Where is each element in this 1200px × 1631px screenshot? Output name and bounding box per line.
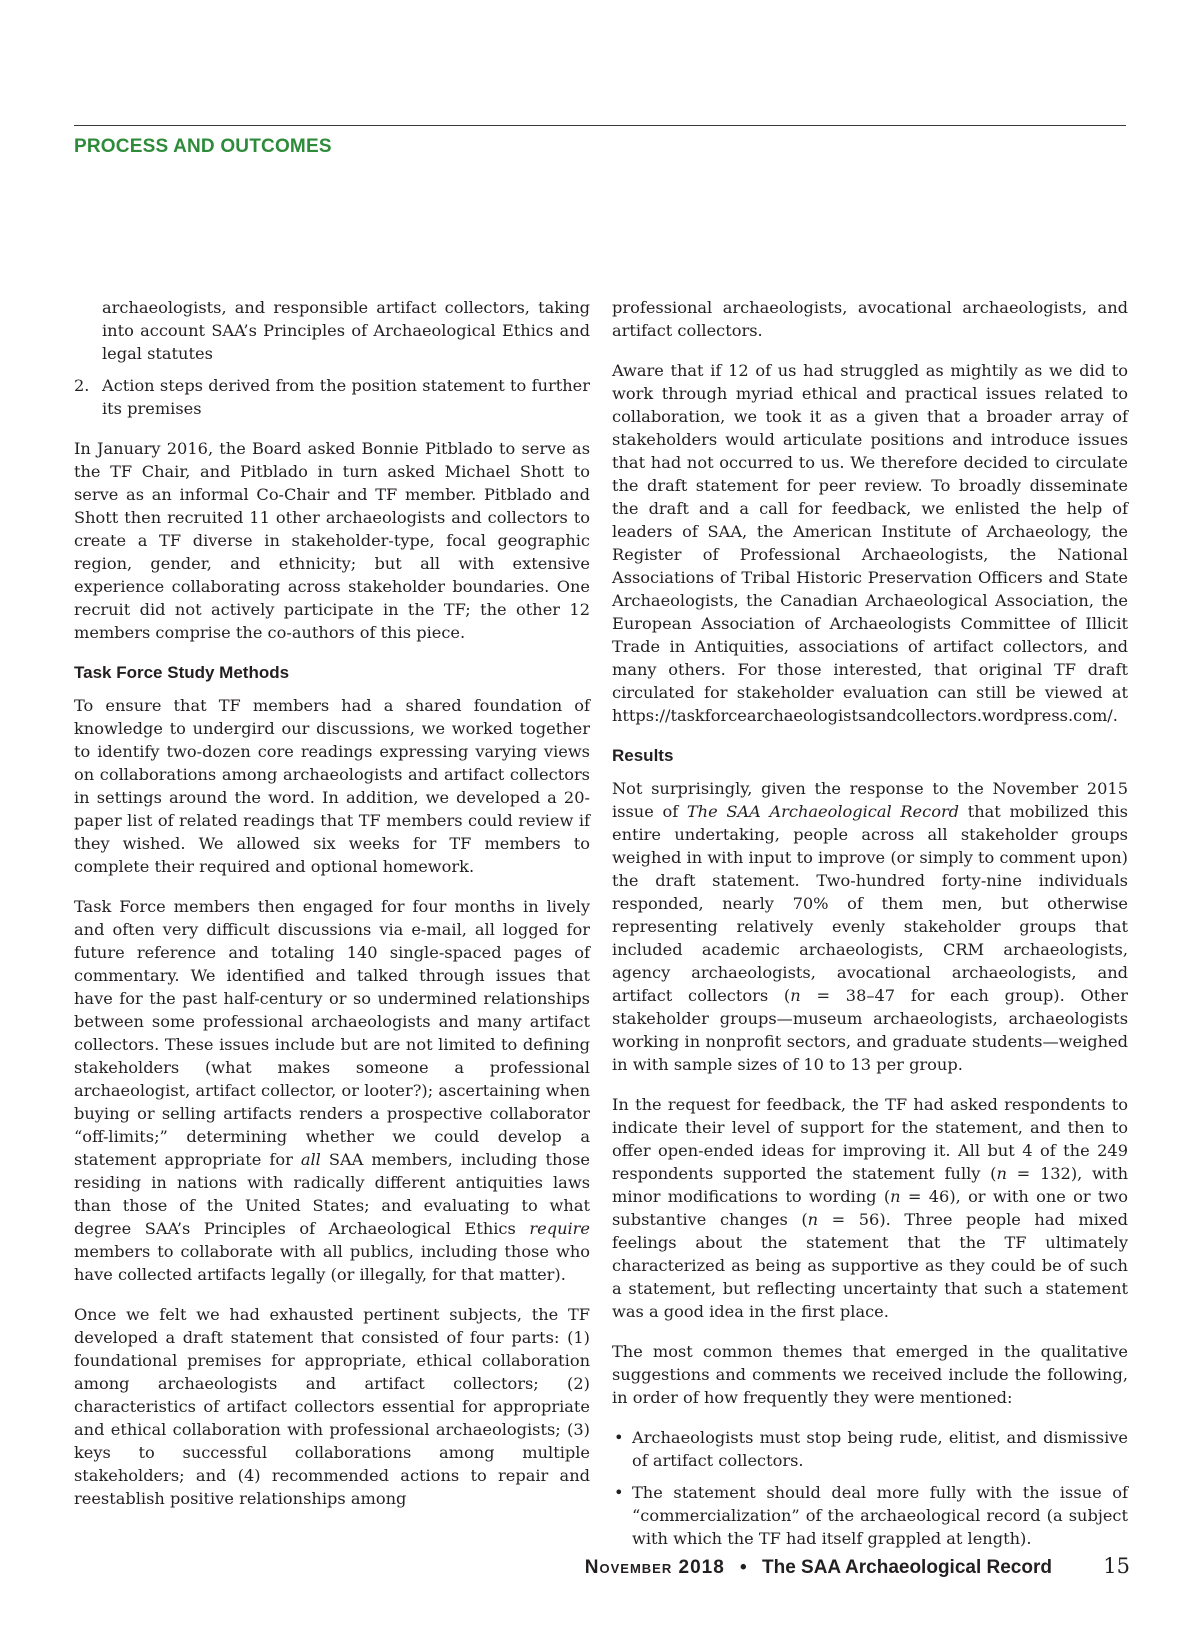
heading-results: Results bbox=[612, 746, 674, 765]
heading-task-force-study-methods: Task Force Study Methods bbox=[74, 663, 290, 682]
list-item-2-text: Action steps derived from the position statement to further its premises bbox=[102, 376, 590, 418]
page-footer bbox=[585, 1554, 1130, 1579]
bullet-icon: • bbox=[614, 1428, 624, 1447]
list-item-2-number: 2. bbox=[74, 376, 90, 395]
paragraph-continuation: professional archaeologists, avocational archaeologists, and artifact collectors. bbox=[612, 298, 1128, 340]
page-number: 15 bbox=[1103, 1554, 1130, 1578]
header-rule bbox=[74, 125, 1126, 126]
list-item-2 bbox=[74, 374, 590, 420]
paragraph-peer-review: Aware that if 12 of us had struggled as mightily as we did to work through myriad ethical and practical issues related to collaboration, we took it as a given that a broader array of stakeholders would articulate positions and introduce issues that had not occurred to us. We therefore decided to circulate the draft statement for peer review. To broadly disseminate the draft and a call for feedback, we enlisted the help of leaders of SAA, the American Institute of Archaeology, the Register of Professional Archaeologists, the National Associations of Tribal Historic Preservation Officers and State Archaeologists, the Canadian Archaeological Association, the European Association of Archaeologists Committee of Illicit Trade in Antiquities, associations of artifact collectors, and many others. For those interested, that original TF draft circulated for stakeholder evaluation can still be viewed at https://taskforcearchaeologistsandcollectors.wordpress.com/. bbox=[612, 361, 1128, 725]
list-item-1-continuation: archaeologists, and responsible artifact collectors, taking into account SAA’s Principles of Archaeological Ethics and legal statutes bbox=[102, 298, 590, 363]
footer-separator: • bbox=[740, 1557, 747, 1578]
paragraph-readings: To ensure that TF members had a shared foundation of knowledge to undergird our discussions, we worked together to identify two-dozen core readings expressing varying views on collaborations among archaeologists and artifact collectors in settings around the word. In addition, we developed a 20-paper list of related readings that TF members could review if they wished. We allowed six weeks for TF members to complete their required and optional homework. bbox=[74, 696, 590, 876]
paragraph-board: In January 2016, the Board asked Bonnie Pitblado to serve as the TF Chair, and Pitblado in turn asked Michael Shott to serve as an informal Co-Chair and TF member. Pitblado and Shott then recruited 11 other archaeologists and collectors to create a TF diverse in stakeholder-type, focal geographic region, gender, and ethnicity; but all with extensive experience collaborating across stakeholder boundaries. One recruit did not actively participate in the TF; the other 12 members comprise the co-authors of this piece. bbox=[74, 439, 590, 642]
paragraph-support: In the request for feedback, the TF had asked respondents to indicate their level of support for the statement, and then to offer open-ended ideas for improving it. All but 4 of the 249 respondents supported the statement fully (n = 132), with minor modifications to wording (n = 46), or with one or two substantive changes (n = 56). Three people had mixed feelings about the statement that the TF ultimately characterized as being as supportive as they could be of such a statement, but reflecting uncertainty that such a statement was a good idea in the first place. bbox=[612, 1095, 1129, 1321]
paragraph-draft-statement: Once we felt we had exhausted pertinent subjects, the TF developed a draft statement that consisted of four parts: (1) foundational premises for appropriate, ethical collaboration among archaeologists and artifact collectors; (2) characteristics of artifact collectors essential for appropriate and ethical collaboration with professional archaeologists; (3) keys to successful collaborations among multiple stakeholders; and (4) recommended actions to repair and reestablish positive relationships among bbox=[74, 1305, 590, 1508]
footer-publication-title: The SAA Archaeological Record bbox=[761, 1557, 1052, 1578]
list-item: • The statement should deal more fully with the issue of “commercialization” of the archaeological record (a subject with which the TF had itself grappled at length). bbox=[614, 1483, 1128, 1548]
paragraph-discussions: Task Force members then engaged for four months in lively and often very difficult discussions via e-mail, all logged for future reference and totaling 140 single-spaced pages of commentary. We identified and talked through issues that have for the past half-century or so undermined relationships between some professional archaeologists and many artifact collectors. These issues include but are not limited to defining stakeholders (what makes someone a professional archaeologist, artifact collector, or looter?); ascertaining when buying or selling artifacts renders a prospective collaborator “off-limits;” determining whether we could develop a statement appropriate for all SAA members, including those residing in nations with radically different antiquities laws than those of the United States; and evaluating to what degree SAA’s Principles of Archaeological Ethics require members to collaborate with all publics, including those who have collected artifacts legally (or illegally, for that matter). bbox=[74, 897, 591, 1284]
footer-issue-date: November 2018 bbox=[584, 1557, 725, 1578]
paragraph-themes: The most common themes that emerged in the qualitative suggestions and comments we received include the following, in order of how frequently they were mentioned: bbox=[612, 1342, 1128, 1407]
section-label: PROCESS AND OUTCOMES bbox=[74, 136, 332, 157]
themes-list bbox=[612, 1426, 1128, 1550]
paragraph-responses: Not surprisingly, given the response to the November 2015 issue of The SAA Archaeological Record that mobilized this entire undertaking, people across all stakeholder groups weighed in with input to improve (or simply to comment upon) the draft statement. Two-hundred forty-nine individuals responded, nearly 70% of them men, but otherwise representing relatively evenly stakeholder groups that included academic archaeologists, CRM archaeologists, agency archaeologists, avocational archaeologists, and artifact collectors (n = 38–47 for each group). Other stakeholder groups—museum archaeologists, archaeologists working in nonprofit sectors, and graduate students—weighed in with sample sizes of 10 to 13 per group. bbox=[612, 779, 1129, 1074]
bullet-icon: • bbox=[614, 1483, 624, 1502]
list-item: • Archaeologists must stop being rude, elitist, and dismissive of artifact collectors. bbox=[614, 1428, 1128, 1470]
right-column bbox=[612, 296, 1128, 1559]
left-column bbox=[74, 296, 590, 1527]
